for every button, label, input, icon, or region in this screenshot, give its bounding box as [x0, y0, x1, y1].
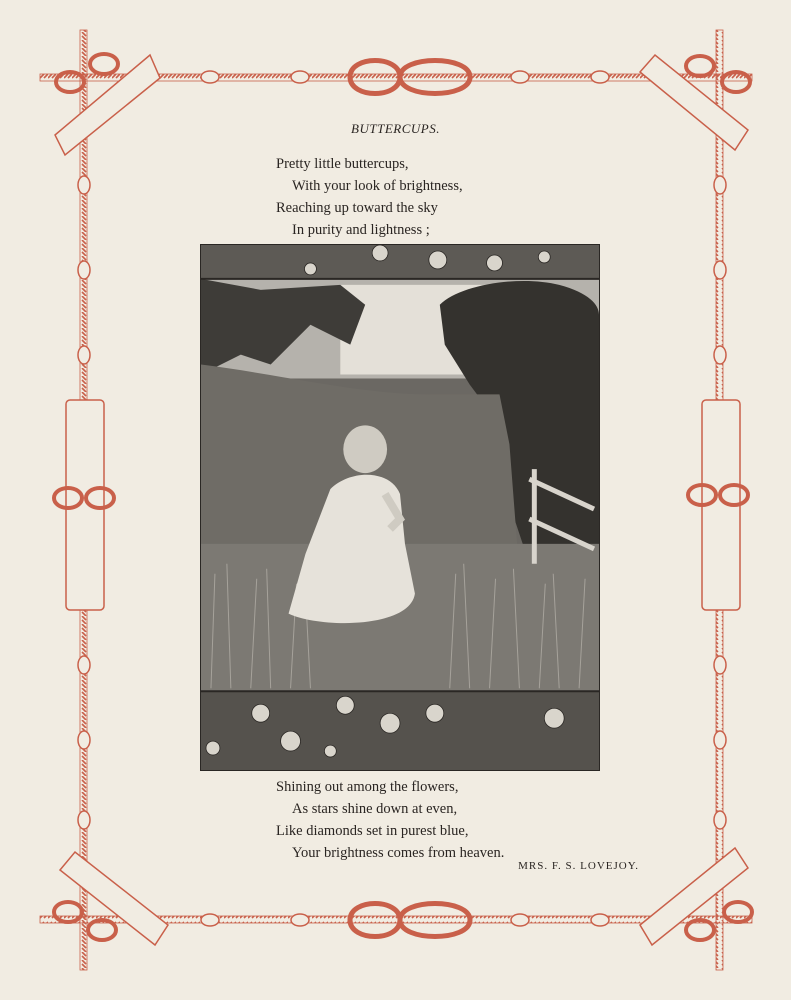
poem-line: Like diamonds set in purest blue, [276, 823, 469, 839]
poem-title: BUTTERCUPS. [351, 121, 440, 136]
illustration [200, 244, 600, 771]
meadow-engraving [201, 245, 599, 770]
poem-line: Shining out among the flowers, [276, 779, 459, 795]
author-credit: MRS. F. S. LOVEJOY. [518, 860, 639, 872]
poem-line: Reaching up toward the sky [276, 200, 438, 216]
poem-line: As stars shine down at even, [292, 801, 458, 817]
stanza-1 [276, 153, 463, 241]
poem-line: Pretty little buttercups, [276, 156, 409, 172]
poem-line: With your look of brightness, [292, 178, 463, 194]
poem-line: Your brightness comes from heaven. [292, 845, 505, 861]
stanza-2 [276, 776, 504, 864]
poem-line: In purity and lightness ; [292, 222, 430, 238]
